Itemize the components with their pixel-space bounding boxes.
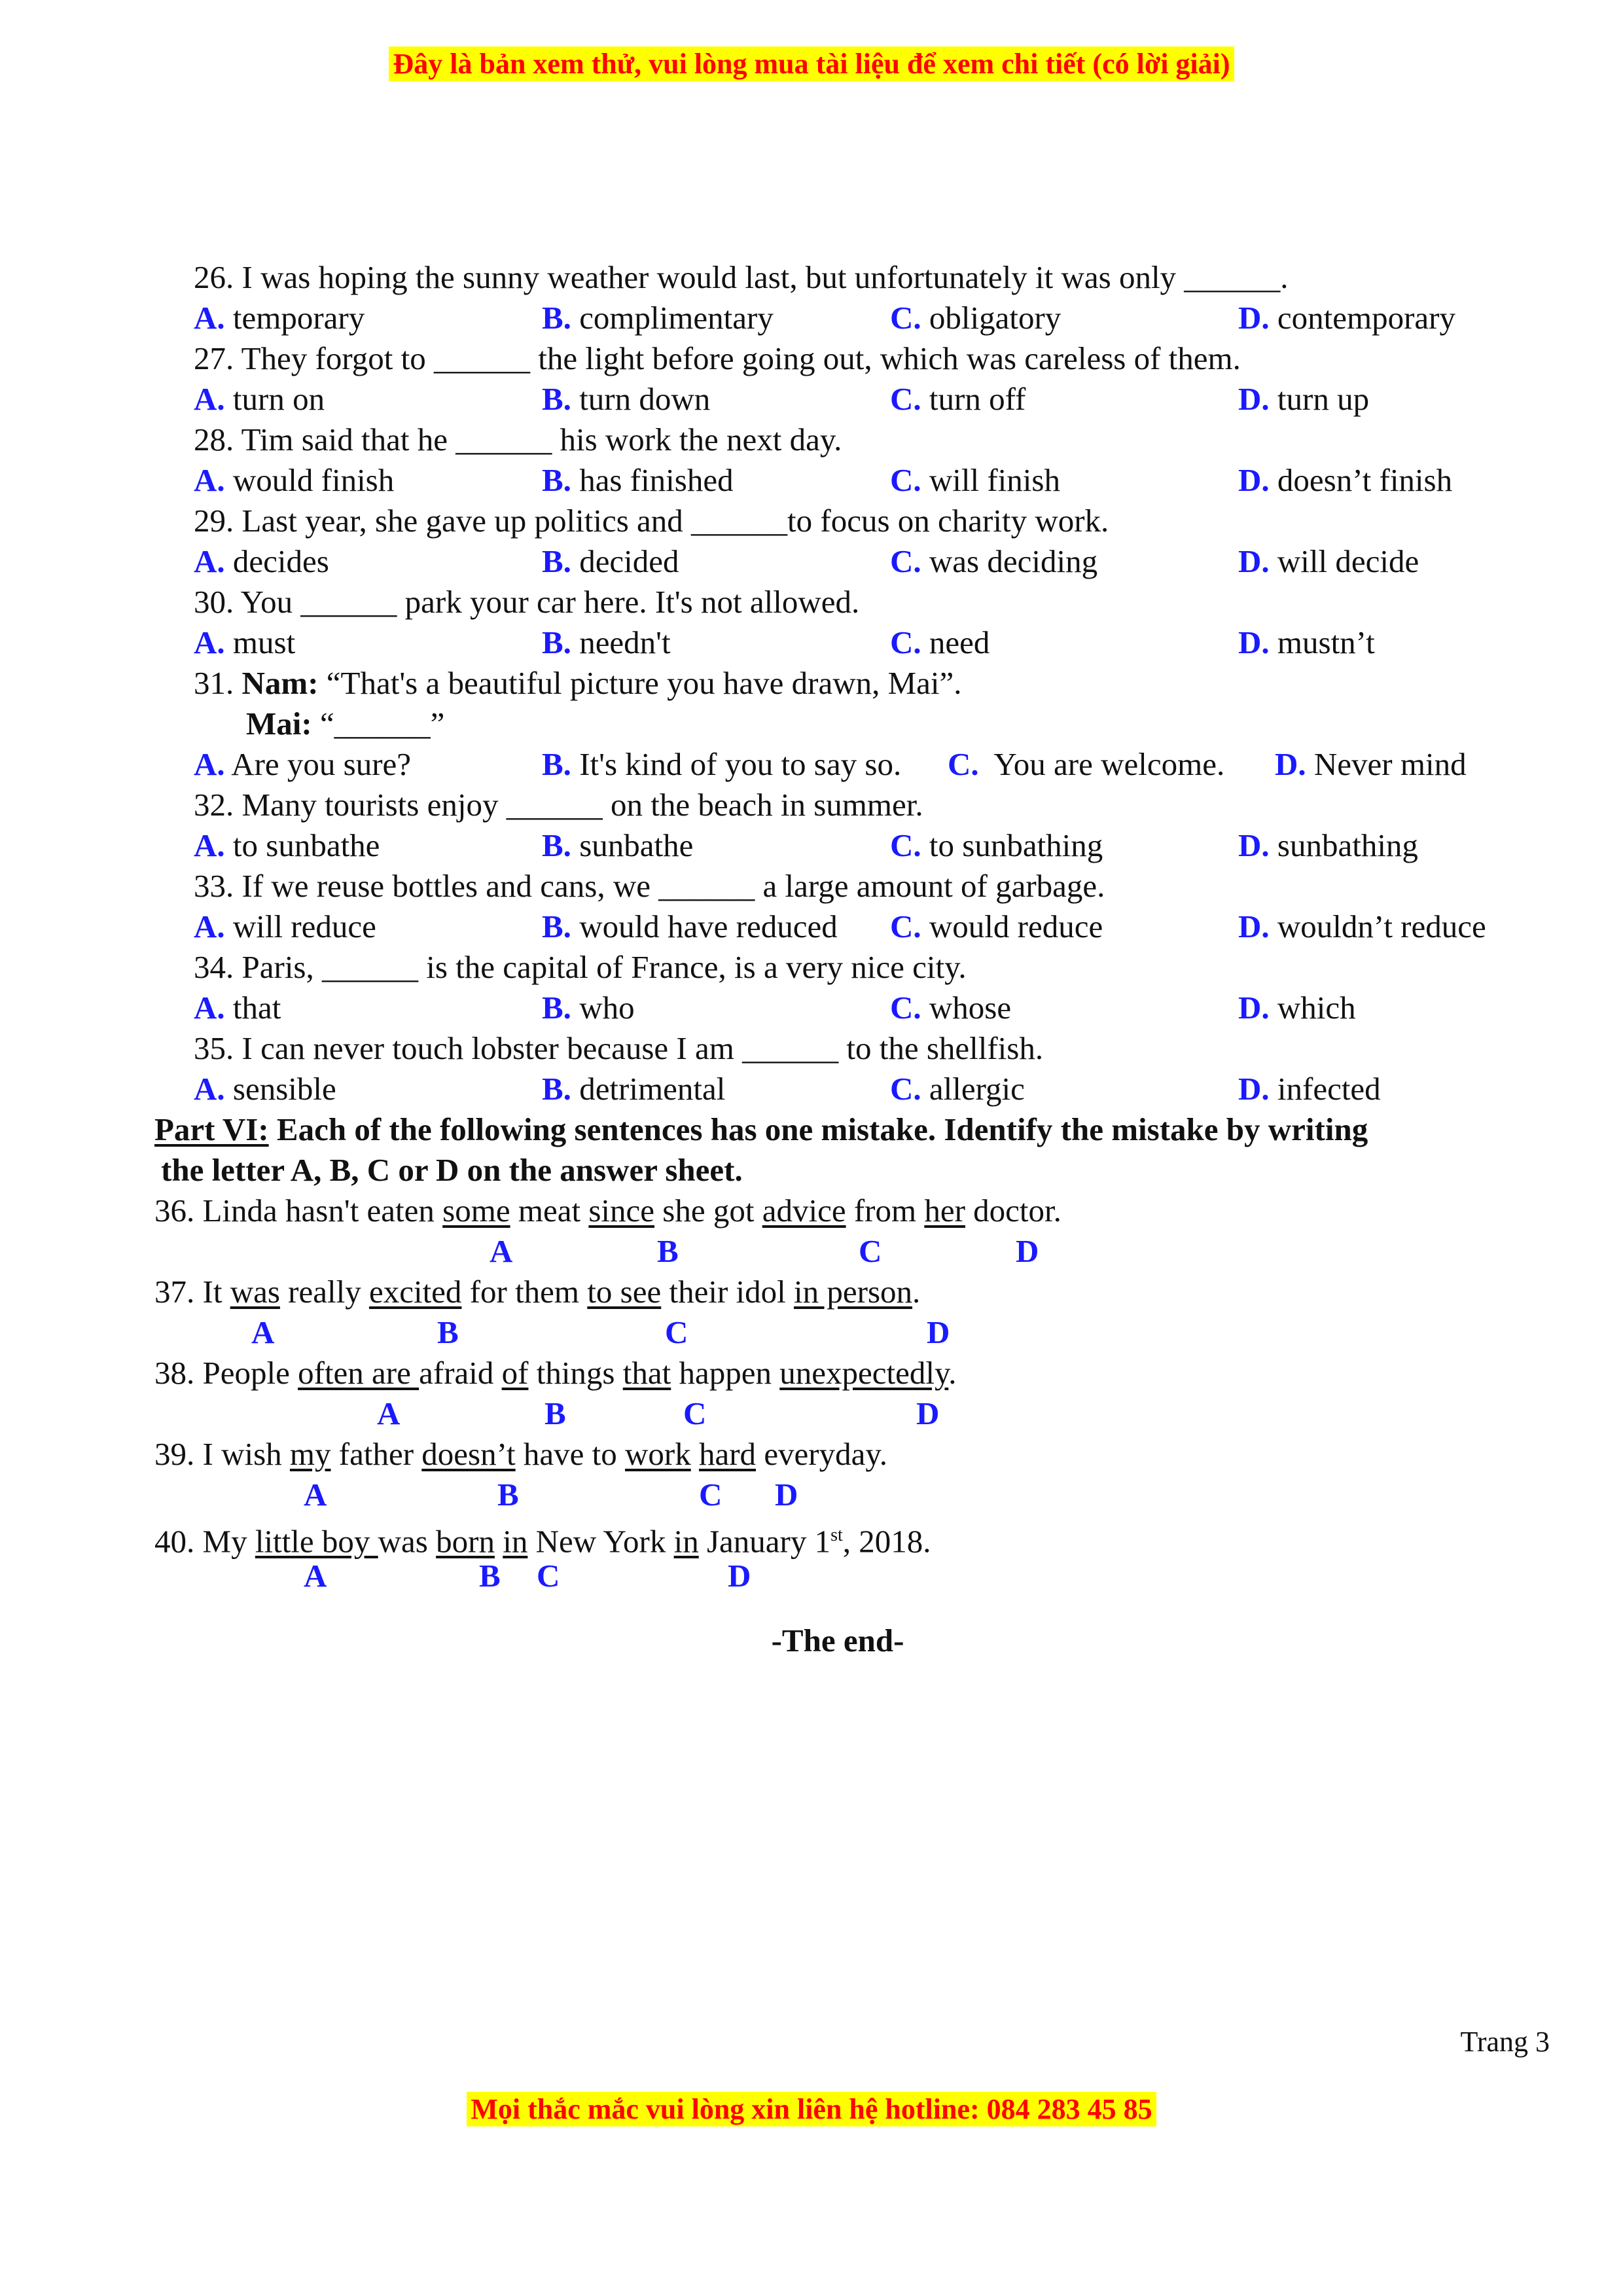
option-c: C. You are welcome.: [948, 746, 1225, 782]
question-36: 36. Linda hasn't eaten some meat since she got advice from her doctor.: [154, 1193, 1061, 1229]
question-37: 37. It was really excited for them to see their idol in person.: [154, 1274, 921, 1310]
option-d: D. doesn’t finish: [1238, 462, 1453, 498]
part-6-instruction: the letter A, B, C or D on the answer sheet.: [161, 1152, 743, 1188]
the-end: -The end-: [771, 1623, 904, 1659]
mark-a: A: [304, 1558, 327, 1594]
mark-c: C: [537, 1558, 560, 1594]
option-b: B. who: [542, 990, 635, 1026]
option-d: D. turn up: [1238, 381, 1370, 417]
mark-b: B: [479, 1558, 501, 1594]
option-a: A. to sunbathe: [194, 827, 380, 863]
mark-a: A: [377, 1395, 401, 1431]
option-c: C. to sunbathing: [890, 827, 1103, 863]
preview-banner: [0, 46, 1623, 82]
mark-d: D: [916, 1395, 940, 1431]
question-31-reply: Mai: “______”: [246, 706, 445, 742]
option-a: A. turn on: [194, 381, 325, 417]
option-a: A. decides: [194, 543, 329, 579]
question-33: 33. If we reuse bottles and cans, we ______ a large amount of garbage.: [194, 868, 1105, 904]
option-c: C. would reduce: [890, 908, 1103, 944]
mark-d: D: [927, 1314, 950, 1350]
question-26: 26. I was hoping the sunny weather would last, but unfortunately it was only ______.: [194, 259, 1289, 295]
question-32: 32. Many tourists enjoy ______ on the beach in summer.: [194, 787, 923, 823]
option-c: C. turn off: [890, 381, 1026, 417]
option-d: D. wouldn’t reduce: [1238, 908, 1486, 944]
option-a: A. temporary: [194, 300, 365, 336]
mark-c: C: [699, 1477, 722, 1513]
option-d: D. contemporary: [1238, 300, 1455, 336]
mark-d: D: [775, 1477, 798, 1513]
option-b: B. complimentary: [542, 300, 774, 336]
option-c: C. need: [890, 624, 990, 660]
marks-40: [0, 1556, 1623, 1596]
option-b: B. It's kind of you to say so.: [542, 746, 902, 782]
question-39: 39. I wish my father doesn’t have to work hard everyday.: [154, 1436, 887, 1472]
hotline-banner-text: Mọi thắc mắc vui lòng xin liên hệ hotline: 084 283 45 85: [467, 2092, 1156, 2126]
option-a: A. would finish: [194, 462, 395, 498]
question-34: 34. Paris, ______ is the capital of France, is a very nice city.: [194, 949, 967, 985]
option-a: A. Are you sure?: [194, 746, 412, 782]
preview-banner-text: Đây là bản xem thử, vui lòng mua tài liệu để xem chi tiết (có lời giải): [389, 46, 1234, 81]
option-b: B. turn down: [542, 381, 711, 417]
option-d: D. sunbathing: [1238, 827, 1418, 863]
marks-36: [0, 1231, 1623, 1272]
option-d: D. which: [1238, 990, 1356, 1026]
mark-d: D: [728, 1558, 751, 1594]
mark-a: A: [251, 1314, 275, 1350]
question-27: 27. They forgot to ______ the light before going out, which was careless of them.: [194, 340, 1241, 376]
option-b: B. sunbathe: [542, 827, 694, 863]
option-c: C. allergic: [890, 1071, 1025, 1107]
mark-a: A: [304, 1477, 327, 1513]
question-35: 35. I can never touch lobster because I am ______ to the shellfish.: [194, 1030, 1044, 1066]
option-a: A. sensible: [194, 1071, 336, 1107]
option-a: A. will reduce: [194, 908, 376, 944]
question-40: 40. My little boy was born in New York in January 1st, 2018.: [154, 1523, 931, 1560]
question-29: 29. Last year, she gave up politics and ______to focus on charity work.: [194, 503, 1109, 539]
option-b: B. needn't: [542, 624, 671, 660]
mark-b: B: [497, 1477, 519, 1513]
marks-37: [0, 1312, 1623, 1353]
mark-d: D: [1016, 1233, 1039, 1269]
question-30: 30. You ______ park your car here. It's not allowed.: [194, 584, 860, 620]
option-b: B. would have reduced: [542, 908, 838, 944]
question-38: 38. People often are afraid of things that happen unexpectedly.: [154, 1355, 957, 1391]
question-31: 31. Nam: “That's a beautiful picture you have drawn, Mai”.: [194, 665, 962, 701]
option-c: C. will finish: [890, 462, 1060, 498]
mark-c: C: [683, 1395, 707, 1431]
option-d: D. mustn’t: [1238, 624, 1375, 660]
mark-b: B: [544, 1395, 566, 1431]
page-number: Trang 3: [1460, 2026, 1550, 2058]
mark-c: C: [859, 1233, 882, 1269]
option-d: D. infected: [1238, 1071, 1381, 1107]
part-6-heading: Part VI: Each of the following sentences has one mistake. Identify the mistake by writing: [154, 1111, 1368, 1147]
option-b: B. detrimental: [542, 1071, 726, 1107]
mark-b: B: [657, 1233, 679, 1269]
question-28: 28. Tim said that he ______ his work the next day.: [194, 422, 842, 457]
option-a: A. must: [194, 624, 296, 660]
mark-a: A: [490, 1233, 513, 1269]
marks-38: [0, 1393, 1623, 1434]
option-a: A. that: [194, 990, 281, 1026]
option-c: C. whose: [890, 990, 1012, 1026]
hotline-banner: [0, 2091, 1623, 2128]
mark-b: B: [437, 1314, 459, 1350]
marks-39: [0, 1475, 1623, 1515]
option-b: B. decided: [542, 543, 679, 579]
option-d: D. will decide: [1238, 543, 1419, 579]
option-c: C. obligatory: [890, 300, 1061, 336]
option-d: D. Never mind: [1275, 746, 1467, 782]
option-b: B. has finished: [542, 462, 734, 498]
option-c: C. was deciding: [890, 543, 1098, 579]
mark-c: C: [665, 1314, 688, 1350]
